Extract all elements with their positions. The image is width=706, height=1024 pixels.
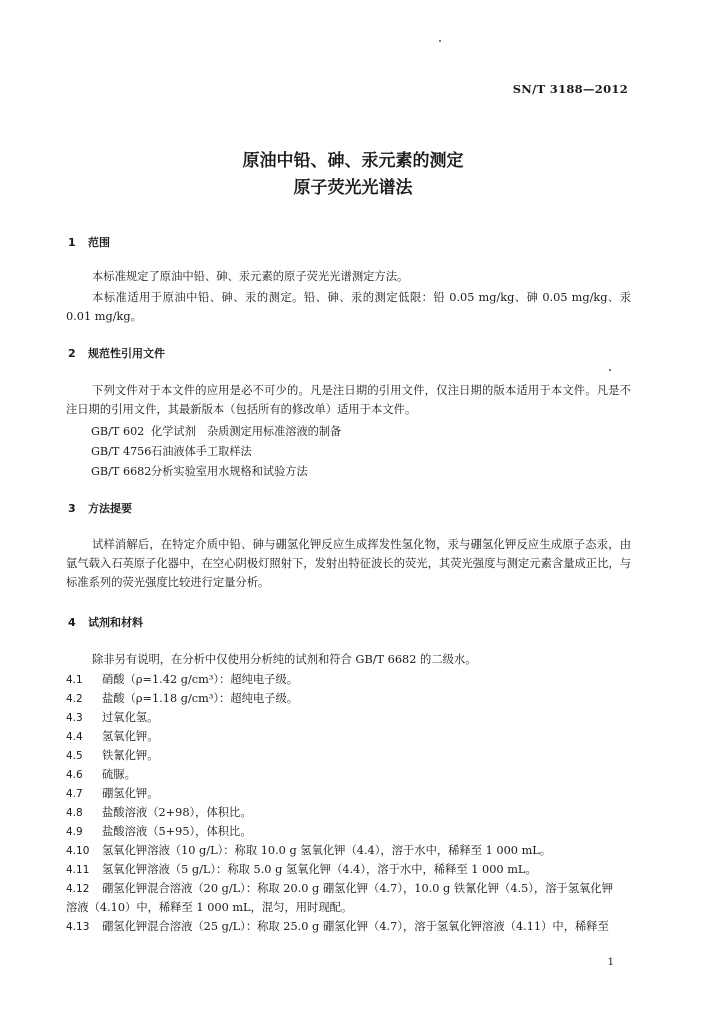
list-item	[66, 708, 632, 728]
item-text: 氢氧化钾。	[102, 730, 159, 743]
list-item	[66, 841, 632, 861]
item-number: 4.9	[66, 826, 83, 838]
item-text: 盐酸溶液（2+98），体积比。	[102, 806, 252, 819]
section-heading	[68, 614, 143, 630]
reference-title: 石油液体手工取样法	[151, 445, 252, 458]
list-item	[66, 803, 632, 823]
section-number: 3	[68, 502, 76, 515]
section-title: 规范性引用文件	[88, 347, 165, 360]
item-number: 4.5	[66, 750, 83, 762]
item-number: 4.7	[66, 788, 83, 800]
list-item	[66, 765, 632, 785]
item-text: 硼氢化钾混合溶液（20 g/L）：称取 20.0 g 硼氢化钾（4.7），10.0 g 铁氰化钾（4.5），溶于氢氧化钾	[102, 882, 614, 895]
item-text: 硫脲。	[102, 768, 136, 781]
item-text: 硝酸（ρ=1.42 g/cm³）：超纯电子级。	[102, 673, 299, 686]
section-title: 方法提要	[88, 502, 132, 515]
item-text: 硼氢化钾。	[102, 787, 159, 800]
item-text: 氢氧化钾溶液（5 g/L）：称取 5.0 g 氢氧化钾（4.4），溶于水中，稀释至 1 000 mL。	[102, 863, 537, 876]
paragraph: 本标准适用于原油中铅、砷、汞的测定。铅、砷、汞的测定低限：铅 0.05 mg/kg、砷 0.05 mg/kg、汞 0.01 mg/kg。	[66, 291, 631, 323]
section-heading	[68, 345, 165, 361]
item-number: 4.6	[66, 769, 83, 781]
list-item	[66, 860, 632, 880]
list-item	[66, 822, 632, 842]
list-item-continuation: 溶液（4.10）中，稀释至 1 000 mL，混匀，用时现配。	[66, 901, 353, 914]
reference-item	[91, 463, 308, 479]
page-number: 1	[607, 957, 614, 968]
item-number: 4.13	[66, 921, 90, 933]
item-number: 4.2	[66, 693, 83, 705]
item-number: 4.3	[66, 712, 83, 724]
reference-code: GB/T 6682	[91, 465, 152, 478]
item-number: 4.10	[66, 845, 90, 857]
item-text: 盐酸溶液（5+95），体积比。	[102, 825, 252, 838]
list-item	[66, 727, 632, 747]
reference-code: GB/T 602	[91, 425, 145, 438]
item-number: 4.1	[66, 674, 83, 686]
section-title: 试剂和材料	[88, 616, 143, 629]
item-text: 氢氧化钾溶液（10 g/L）：称取 10.0 g 氢氧化钾（4.4），溶于水中，稀释至 1 000 mL。	[102, 844, 552, 857]
section-number: 1	[68, 236, 76, 249]
list-item	[66, 879, 632, 899]
reference-item	[91, 423, 341, 439]
reference-title: 分析实验室用水规格和试验方法	[151, 465, 308, 478]
section-title: 范围	[88, 236, 110, 249]
reference-code: GB/T 4756	[91, 445, 152, 458]
scan-speck	[609, 369, 611, 371]
item-number: 4.4	[66, 731, 83, 743]
item-text: 硼氢化钾混合溶液（25 g/L）：称取 25.0 g 硼氢化钾（4.7），溶于氢氧化钾溶液（4.11）中，稀释至	[102, 920, 609, 933]
title-line-2: 原子荧光光谱法	[293, 178, 413, 198]
paragraph: 下列文件对于本文件的应用是必不可少的。凡是注日期的引用文件，仅注日期的版本适用于本文件。凡是不注日期的引用文件，其最新版本（包括所有的修改单）适用于本文件。	[66, 384, 631, 416]
list-item	[66, 689, 632, 709]
paragraph: 试样消解后，在特定介质中铅、砷与硼氢化钾反应生成挥发性氢化物，汞与硼氢化钾反应生成原子态汞，由氩气载入石英原子化器中，在空心阴极灯照射下，发射出特征波长的荧光，其荧光强度与测定元素含量成正比，与标准系列的荧光强度比较进行定量分析。	[66, 538, 631, 589]
item-number: 4.8	[66, 807, 83, 819]
section-heading	[68, 234, 110, 250]
list-item	[66, 670, 632, 690]
list-item	[66, 746, 632, 766]
paragraph: 本标准规定了原油中铅、砷、汞元素的原子荧光光谱测定方法。	[92, 270, 409, 283]
section-heading	[68, 500, 132, 516]
list-item	[66, 784, 632, 804]
item-text: 铁氰化钾。	[102, 749, 159, 762]
item-number: 4.11	[66, 864, 90, 876]
item-text: 过氧化氢。	[102, 711, 159, 724]
item-text: 盐酸（ρ=1.18 g/cm³）：超纯电子级。	[102, 692, 299, 705]
paragraph: 除非另有说明，在分析中仅使用分析纯的试剂和符合 GB/T 6682 的二级水。	[92, 653, 477, 666]
scan-speck	[439, 40, 441, 42]
reference-title: 化学试剂 杂质测定用标准溶液的制备	[151, 425, 342, 438]
title-line-1: 原油中铅、砷、汞元素的测定	[242, 151, 464, 171]
section-number: 4	[68, 616, 76, 629]
item-number: 4.12	[66, 883, 90, 895]
document-number: SN/T 3188—2012	[512, 82, 628, 96]
reference-item	[91, 443, 252, 459]
section-number: 2	[68, 347, 76, 360]
list-item	[66, 917, 632, 937]
